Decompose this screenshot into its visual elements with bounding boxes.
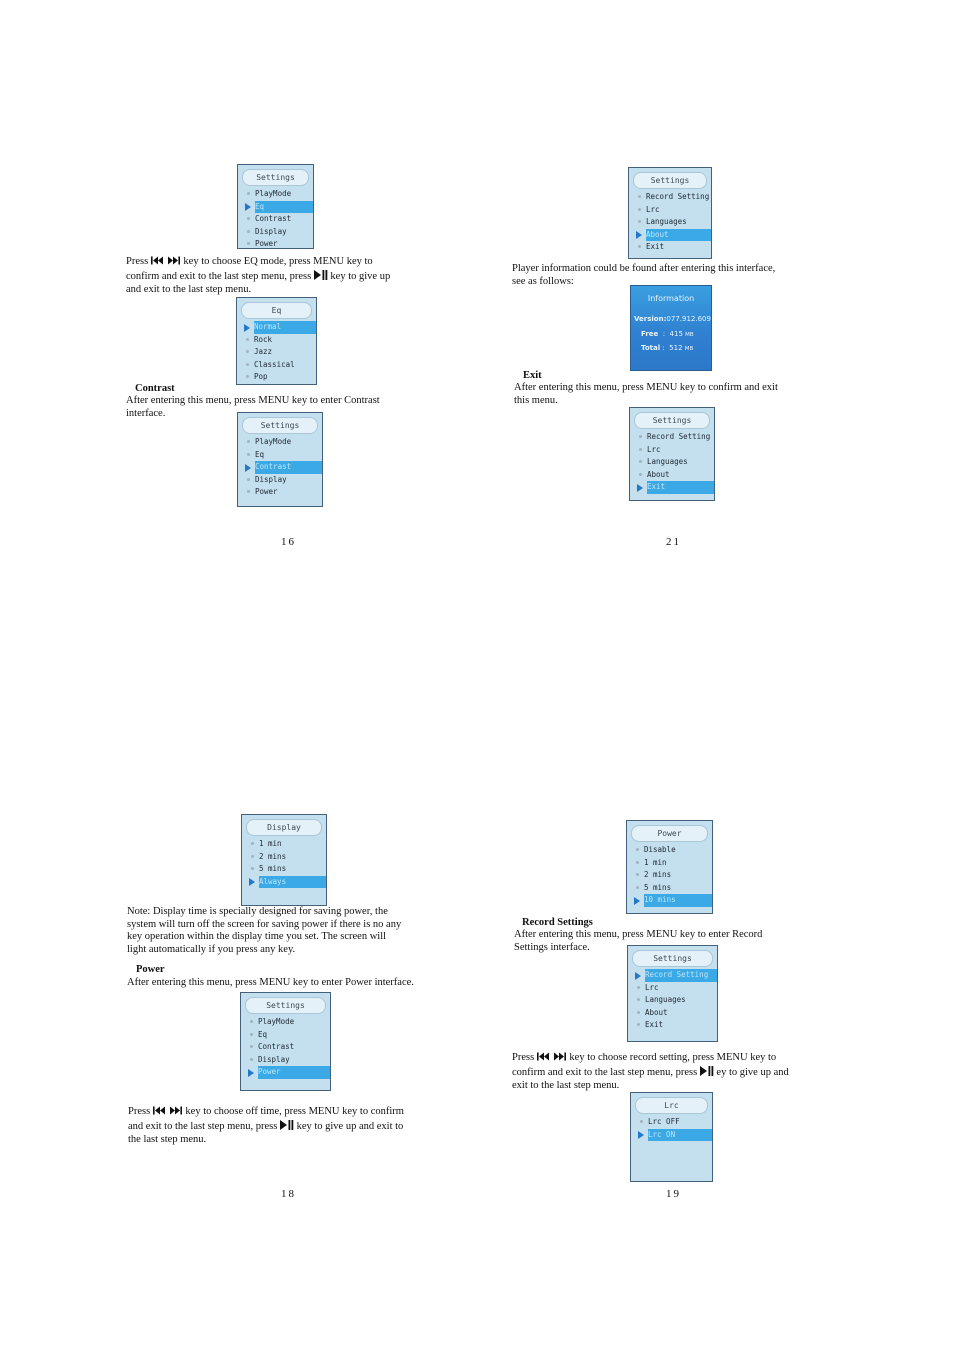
menu-item [630, 469, 714, 482]
menu-item [627, 844, 712, 857]
menu-item-label: 5 mins [644, 882, 672, 892]
menu-item-label: Languages [646, 217, 687, 226]
menu-item [237, 334, 316, 347]
bullet-icon [250, 1033, 253, 1036]
screen-title: Settings [633, 172, 707, 189]
menu-item-label: Languages [647, 457, 688, 466]
menu-item-label: About [646, 229, 669, 239]
menu-item-label: Eq [258, 1029, 268, 1039]
menu-list [630, 431, 714, 494]
menu-item-label: Classical [254, 359, 295, 369]
menu-item [630, 431, 714, 444]
menu-item-label: Rock [254, 334, 273, 344]
menu-item-selected [259, 876, 326, 889]
menu-list [237, 321, 316, 384]
menu-item [629, 241, 711, 254]
settings-screen-contrast-selected [237, 412, 323, 507]
bullet-icon [639, 460, 642, 463]
menu-item-selected [647, 481, 714, 494]
screen-title: Settings [242, 417, 318, 434]
settings-screen-about-selected [628, 167, 712, 259]
menu-item-label: Display [255, 226, 287, 236]
bullet-icon [636, 848, 639, 851]
bullet-icon [637, 1011, 640, 1014]
play-pause-icon [314, 270, 328, 285]
menu-list [628, 969, 717, 1032]
menu-item-label: Disable [644, 845, 676, 854]
menu-item-label: Display [258, 1054, 290, 1064]
bullet-icon [251, 855, 254, 858]
contrast-text: After entering this menu, press MENU key to enter Contrast interface. [126, 395, 380, 419]
menu-item [237, 359, 316, 372]
bullet-icon [247, 217, 250, 220]
prev-next-icon [153, 1106, 183, 1120]
settings-screen-eq-selected [237, 164, 314, 249]
menu-item [627, 869, 712, 882]
menu-item-label: 2 mins [644, 870, 672, 879]
menu-list [631, 1116, 712, 1141]
record-settings-heading: Record Settings [522, 917, 593, 928]
menu-item-label: 1 min [644, 857, 667, 867]
menu-item-selected [255, 461, 322, 474]
menu-item-label: Lrc ON [648, 1129, 676, 1139]
menu-item-label: 1 min [259, 839, 282, 848]
menu-item-label: Exit [646, 242, 665, 251]
bullet-icon [247, 453, 250, 456]
bullet-icon [250, 1020, 253, 1023]
menu-item [242, 851, 326, 864]
play-pause-icon [700, 1066, 714, 1081]
menu-item [241, 1016, 330, 1029]
screen-title: Settings [242, 169, 309, 186]
menu-item-label: PlayMode [258, 1017, 295, 1026]
menu-item-label: Record Setting [646, 192, 710, 201]
menu-item-label: Pop [254, 372, 268, 381]
menu-item-label: 2 mins [259, 851, 287, 861]
exit-heading: Exit [523, 370, 542, 381]
menu-item [242, 838, 326, 851]
menu-item-label: Lrc [646, 204, 660, 214]
record-instructions: Press key to choose record setting, press MENU key to confirm and exit to the last step menu, press ey to give up and exit to the last step menu. [512, 1052, 789, 1091]
menu-item-label: Contrast [255, 462, 292, 471]
bullet-icon [639, 435, 642, 438]
menu-list [238, 436, 322, 499]
bullet-icon [638, 245, 641, 248]
menu-item-label: Exit [645, 1020, 664, 1029]
bullet-icon [638, 195, 641, 198]
menu-item-label: Power [255, 487, 278, 496]
menu-item-label: Exit [647, 482, 666, 491]
menu-item [238, 238, 313, 249]
menu-item [237, 371, 316, 384]
bullet-icon [636, 886, 639, 889]
menu-item-label: Contrast [258, 1042, 295, 1051]
menu-item [241, 1029, 330, 1042]
page-number-16: 16 [281, 536, 296, 548]
menu-item [237, 346, 316, 359]
record-settings-text: After entering this menu, press MENU key to enter Record Settings interface. [514, 929, 763, 953]
bullet-icon [636, 861, 639, 864]
settings-screen-exit-selected [629, 407, 715, 501]
bullet-icon [636, 873, 639, 876]
menu-item [630, 444, 714, 457]
menu-item-selected [258, 1066, 330, 1079]
power-text: After entering this menu, press MENU key to enter Power interface. [127, 977, 414, 988]
screen-title: Power [631, 825, 708, 842]
bullet-icon [640, 1120, 643, 1123]
bullet-icon [638, 220, 641, 223]
menu-item-selected [644, 894, 712, 907]
menu-item [238, 436, 322, 449]
bullet-icon [638, 208, 641, 211]
menu-item-label: Lrc [647, 444, 661, 454]
screen-title: Display [246, 819, 322, 836]
bullet-icon [246, 350, 249, 353]
bullet-icon [247, 242, 250, 245]
bullet-icon [246, 363, 249, 366]
bullet-icon [637, 986, 640, 989]
menu-item-label: PlayMode [255, 189, 292, 198]
menu-item-selected [646, 229, 711, 242]
prev-next-icon [537, 1052, 567, 1066]
bullet-icon [247, 440, 250, 443]
menu-item [629, 216, 711, 229]
menu-item-selected [648, 1129, 712, 1142]
lrc-screen [630, 1092, 713, 1182]
menu-item [628, 1019, 717, 1032]
bullet-icon [639, 448, 642, 451]
screen-title: Settings [634, 412, 710, 429]
bullet-icon [251, 842, 254, 845]
menu-item [238, 486, 322, 499]
information-screen [630, 285, 712, 371]
bullet-icon [637, 1023, 640, 1026]
info-total: Total : 512 MB [641, 344, 694, 352]
menu-item-label: Jazz [254, 347, 273, 356]
menu-list [242, 838, 326, 888]
menu-item-label: Power [258, 1067, 281, 1076]
bullet-icon [637, 998, 640, 1001]
power-screen [626, 820, 713, 914]
page-number-21: 21 [666, 536, 681, 548]
menu-item-label: 10 mins [644, 895, 676, 904]
screen-title: Eq [241, 302, 312, 319]
menu-item [241, 1054, 330, 1067]
menu-item [630, 456, 714, 469]
menu-item-label: Contrast [255, 214, 292, 223]
menu-item-label: 5 mins [259, 864, 287, 873]
menu-item [238, 213, 313, 226]
menu-item-label: Record Setting [645, 970, 709, 979]
menu-list [238, 188, 313, 249]
bullet-icon [247, 230, 250, 233]
page-number-18: 18 [281, 1188, 296, 1200]
menu-item [238, 449, 322, 462]
bullet-icon [247, 192, 250, 195]
menu-item [628, 982, 717, 995]
play-pause-icon [280, 1120, 294, 1135]
menu-item-label: About [647, 469, 670, 479]
info-title: Information [647, 294, 695, 303]
menu-item [631, 1116, 712, 1129]
menu-item [238, 474, 322, 487]
page-number-19: 19 [666, 1188, 681, 1200]
menu-item-selected [255, 201, 313, 214]
bullet-icon [247, 490, 250, 493]
menu-item [628, 994, 717, 1007]
menu-item-label: Power [255, 239, 278, 248]
menu-item-selected [645, 969, 717, 982]
menu-item [238, 226, 313, 239]
menu-item [628, 1007, 717, 1020]
menu-item-label: Lrc OFF [648, 1117, 680, 1126]
info-free: Free : 415 MB [641, 330, 694, 338]
menu-item [242, 863, 326, 876]
prev-next-icon [151, 256, 181, 270]
menu-item-label: Lrc [645, 982, 659, 992]
menu-item-label: Normal [254, 322, 282, 331]
info-instructions: Player information could be found after entering this interface, see as follows: [512, 263, 776, 287]
menu-item-label: Display [255, 474, 287, 484]
bullet-icon [639, 473, 642, 476]
menu-item [629, 204, 711, 217]
bullet-icon [246, 375, 249, 378]
eq-instructions: Press key to choose EQ mode, press MENU key to confirm and exit to the last step menu, press key to give up and exit to the last step menu. [126, 256, 391, 295]
menu-item-selected [254, 321, 316, 334]
menu-list [629, 191, 711, 254]
menu-item-label: Eq [255, 449, 265, 459]
display-screen [241, 814, 327, 906]
menu-item-label: Eq [255, 201, 265, 211]
bullet-icon [251, 867, 254, 870]
bullet-icon [247, 478, 250, 481]
menu-item-label: Languages [645, 995, 686, 1004]
screen-title: Settings [245, 997, 326, 1014]
screen-title: Lrc [635, 1097, 708, 1114]
menu-item [241, 1041, 330, 1054]
menu-item [627, 857, 712, 870]
menu-list [241, 1016, 330, 1079]
menu-item-label: Always [259, 876, 287, 886]
settings-screen-power-selected [240, 992, 331, 1091]
settings-screen-record-selected [627, 945, 718, 1042]
power-heading: Power [136, 964, 165, 975]
menu-item [627, 882, 712, 895]
menu-list [627, 844, 712, 907]
menu-item-label: About [645, 1007, 668, 1017]
info-version: Version:077.912.609 [634, 315, 711, 323]
bullet-icon [250, 1045, 253, 1048]
bullet-icon [250, 1058, 253, 1061]
contrast-heading: Contrast [135, 383, 175, 394]
screen-title: Settings [632, 950, 713, 967]
menu-item-label: PlayMode [255, 437, 292, 446]
menu-item [238, 188, 313, 201]
menu-item-label: Record Setting [647, 432, 711, 441]
bullet-icon [246, 338, 249, 341]
display-note: Note: Display time is specially designed for saving power, the system will turn off the screen for saving power if there is no any key operation within the display time you set. The screen will light automatically if you press any key. [127, 906, 402, 955]
eq-screen [236, 297, 317, 385]
power-instructions: Press key to choose off time, press MENU key to confirm and exit to the last step menu, press key to give up and exit to the last step menu. [128, 1106, 404, 1145]
menu-item [629, 191, 711, 204]
exit-text: After entering this menu, press MENU key to confirm and exit this menu. [514, 382, 778, 406]
